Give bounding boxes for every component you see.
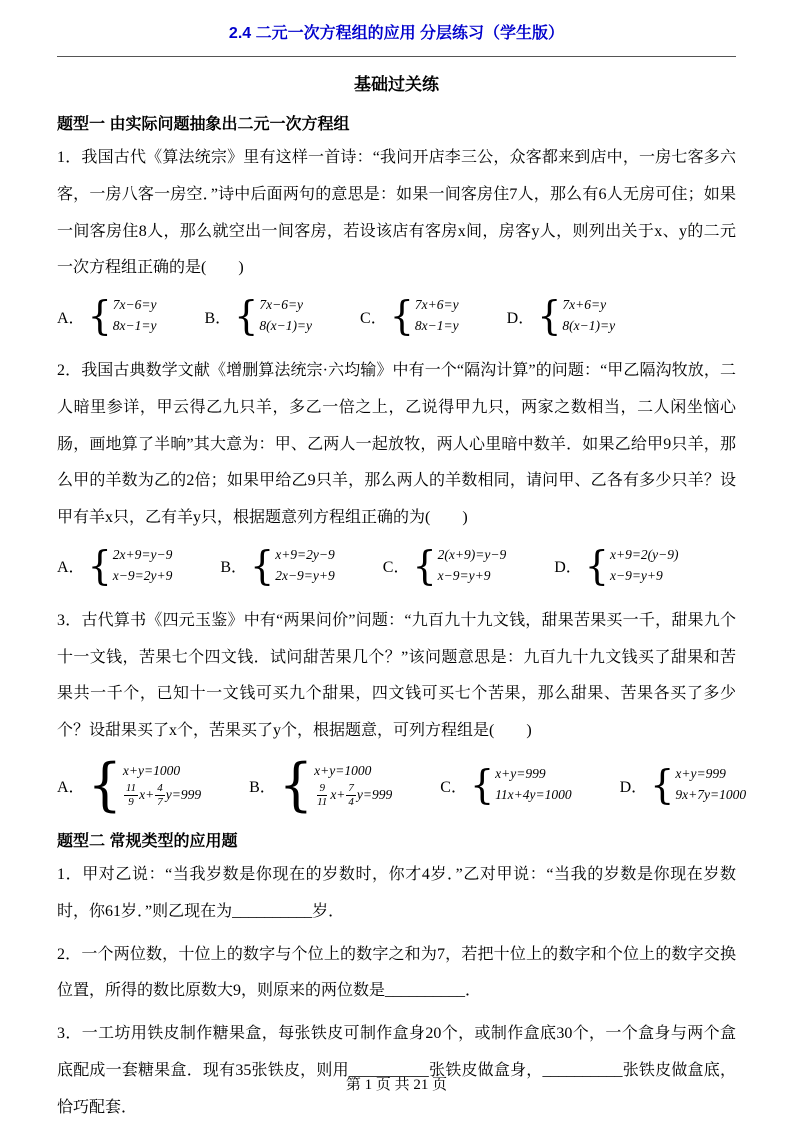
system-brace: { <box>234 293 259 340</box>
option-label: C． <box>360 309 387 327</box>
equation-system <box>234 293 313 340</box>
equation-line: x+y=1000 <box>314 763 372 779</box>
equation-text: y=999 <box>165 787 202 803</box>
fraction: $\frac{7}{4}$ <box>348 782 354 808</box>
equation-line: x+9=2(y−9) <box>609 547 679 563</box>
topic1-heading: 题型一 由实际问题抽象出二元一次方程组 <box>57 116 350 133</box>
section-title: 基础过关练 <box>354 75 439 94</box>
system-brace: { <box>537 293 562 340</box>
fraction: $\frac{9}{11}$ <box>317 782 328 808</box>
equation-text: x+ <box>139 787 155 803</box>
option-label: A． <box>57 559 85 577</box>
title-divider <box>57 56 736 57</box>
system-brace: { <box>584 542 609 590</box>
equation-system <box>87 542 173 590</box>
system-brace: { <box>412 542 437 590</box>
topic1-question3-options <box>57 751 747 818</box>
equation-line: x+y=1000 <box>122 763 181 779</box>
equation-line: 7x−6=y <box>112 297 157 313</box>
system-brace: { <box>87 293 112 340</box>
equation-system <box>537 293 616 340</box>
topic1-question3-text: 3．古代算书《四元玉鉴》中有“两果问价”问题：“九百九十九文钱，甜果苦果买一千，甜果九个十一文钱，苦果七个四文钱．试问甜苦果几个？”该问题意思是：九百九十九文钱买了甜果和苦果共一千个，已知十一文钱可买九个甜果，四文钱可买七个苦果，那么甜果、苦果各买了多少个？设甜果买了x个，苦果买了y个，根据题意，可列方程组是( ) <box>57 611 736 740</box>
topic1-question1-options <box>57 293 736 340</box>
system-brace: { <box>250 542 275 590</box>
system-brace: { <box>87 542 112 590</box>
system-brace: { <box>389 293 414 340</box>
option-b <box>220 542 335 590</box>
option-label: A． <box>57 309 85 327</box>
topic1-question1-text: 1．我国古代《算法统宗》里有这样一首诗：“我问开店李三公，众客都来到店中，一房七客多六客，一房八客一房空．”诗中后面两句的意思是：如果一间客房住7人，那么有6人无房可住；如果一间客房住8人，那么就空出一间客房，若设该店有客房x间，房客y人，则列出关于x、y的二元一次方程组正确的是( ) <box>57 149 736 277</box>
option-label: A． <box>57 778 85 796</box>
equation-line <box>123 782 201 808</box>
equation-system <box>87 293 157 340</box>
option-a <box>57 751 202 818</box>
equation-text: y=999 <box>356 787 393 803</box>
option-b <box>204 293 313 340</box>
equation-system <box>278 751 393 818</box>
option-label: B． <box>204 309 232 327</box>
equation-line: x−9=2y+9 <box>112 567 173 583</box>
system-brace: { <box>87 751 122 818</box>
equation-system <box>650 761 747 809</box>
equation-line: x−9=y+9 <box>609 567 663 583</box>
option-label: B． <box>249 778 276 796</box>
equation-line: x+9=2y−9 <box>275 547 335 563</box>
fraction: $\frac{11}{9}$ <box>125 782 137 808</box>
option-label: D． <box>619 778 648 796</box>
option-label: C． <box>440 778 467 796</box>
doc-title: 2.4 二元一次方程组的应用 分层练习（学生版） <box>228 25 565 42</box>
topic2-heading: 题型二 常规类型的应用题 <box>57 833 238 851</box>
option-c <box>382 542 507 590</box>
equation-line: 8(x−1)=y <box>562 318 616 334</box>
equation-system <box>584 542 679 590</box>
equation-line: 2x−9=y+9 <box>275 567 335 583</box>
option-a <box>57 293 157 340</box>
equation-system <box>87 751 202 818</box>
option-d <box>554 542 679 590</box>
option-c <box>440 761 572 809</box>
equation-line: 11x+4y=1000 <box>495 787 572 803</box>
option-label: D． <box>506 309 535 327</box>
equation-line: 8(x−1)=y <box>259 318 313 334</box>
equation-line: 2x+9=y−9 <box>112 547 173 563</box>
equation-line: 8x−1=y <box>414 318 459 334</box>
option-c <box>360 293 459 340</box>
topic2-question2-text: 2．一个两位数，十位上的数字与个位上的数字之和为7，若把十位上的数字和个位上的数字交换位置，所得的数比原数大9，则原来的两位数是__________． <box>57 945 736 1000</box>
option-d <box>619 761 747 809</box>
equation-line: 8x−1=y <box>112 318 157 334</box>
equation-line: 7x+6=y <box>562 297 607 313</box>
topic1-question2-options <box>57 542 736 590</box>
equation-line: x+y=999 <box>495 766 546 782</box>
topic2-question1-text: 1．甲对乙说：“当我岁数是你现在的岁数时，你才4岁．”乙对甲说：“当我的岁数是你现在岁数时，你61岁．”则乙现在为__________岁． <box>57 866 736 920</box>
option-label: C． <box>382 559 410 577</box>
equation-system <box>389 293 459 340</box>
system-brace: { <box>650 761 675 809</box>
topic2-question3-text: 3．一工坊用铁皮制作糖果盒，每张铁皮可制作盒身20个，或制作盒底30个，一个盒身与两个盒底配成一套糖果盒．现有35张铁皮，则用__________张铁皮做盒身，__________张铁皮做盒底，恰巧配套． <box>57 1025 736 1116</box>
option-label: D． <box>554 559 582 577</box>
page-footer: 第 1 页 共 21 页 <box>345 1077 448 1093</box>
equation-system <box>469 761 572 809</box>
equation-line: x−9=y+9 <box>437 567 491 583</box>
system-brace: { <box>469 761 495 809</box>
equation-system <box>412 542 507 590</box>
option-label: B． <box>220 559 248 577</box>
equation-line: 7x+6=y <box>414 297 459 313</box>
system-brace: { <box>278 751 314 818</box>
option-b <box>249 751 393 818</box>
equation-line <box>314 782 392 808</box>
equation-text: x+ <box>330 787 346 803</box>
equation-line: x+y=999 <box>675 766 726 782</box>
topic1-question2-text: 2．我国古典数学文献《增删算法统宗·六均输》中有一个“隔沟计算”的问题：“甲乙隔沟牧放，二人暗里参详，甲云得乙九只羊，多乙一倍之上，乙说得甲九只，两家之数相当，二人闲坐恼心肠，画地算了半晌”其大意为：甲、乙两人一起放牧，两人心里暗中数羊．如果乙给甲9只羊，那么甲的羊数为乙的2倍；如果甲给乙9只羊，那么两人的羊数相同，请问甲、乙各有多少只羊？设甲有羊x只，乙有羊y只，根据题意列方程组正确的为( ) <box>57 362 736 527</box>
equation-line: 2(x+9)=y−9 <box>437 547 507 563</box>
fraction: $\frac{4}{7}$ <box>157 782 163 808</box>
equation-system <box>250 542 335 590</box>
option-a <box>57 542 173 590</box>
equation-line: 9x+7y=1000 <box>675 787 747 803</box>
equation-line: 7x−6=y <box>259 297 304 313</box>
option-d <box>506 293 616 340</box>
